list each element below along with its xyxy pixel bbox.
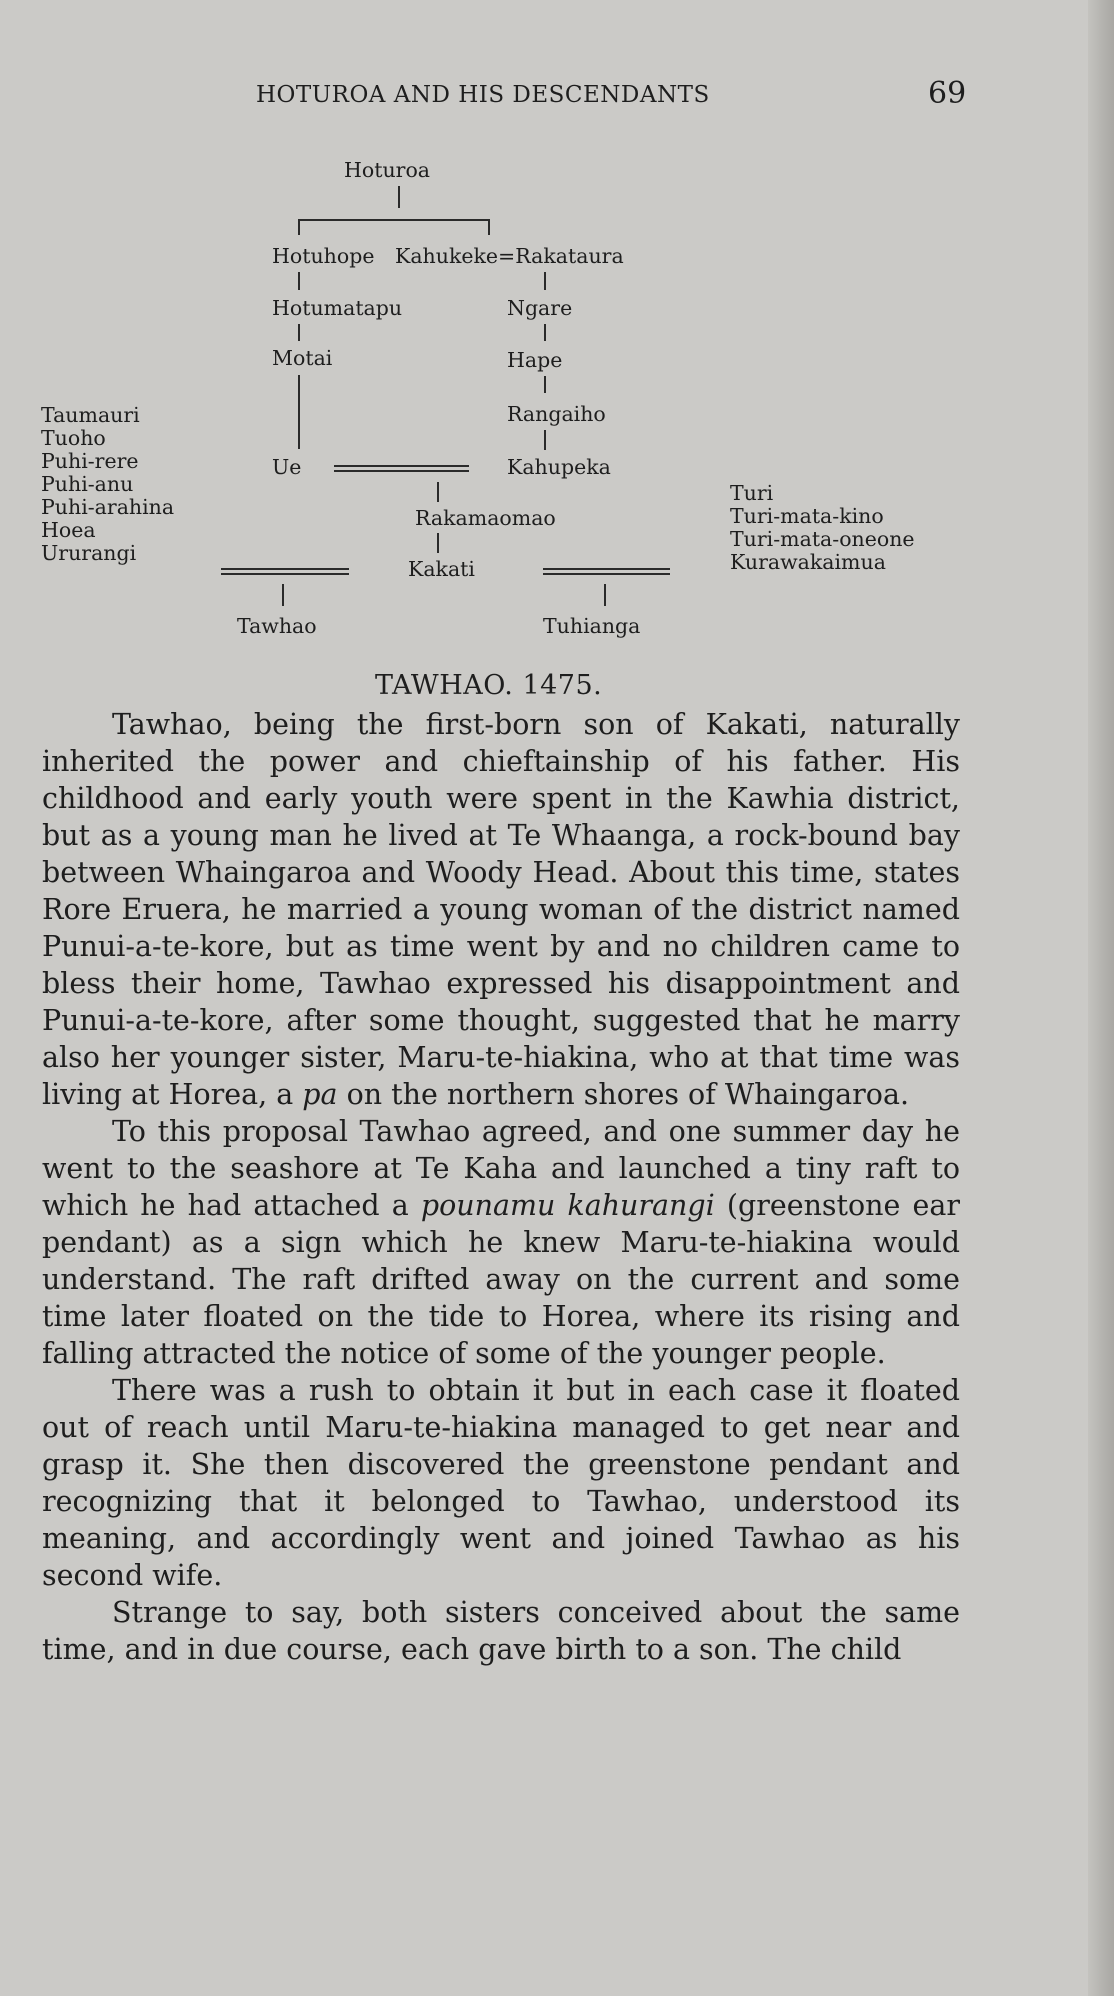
tree-node-tuhianga: Tuhianga [543,614,641,638]
paragraph-text: To this proposal Tawhao agreed, and one summer day he went to the seashore at Te Kaha and launched a tiny raft to which he had attached a [42,1115,960,1222]
tree-node-left-line-7: Ururangi [41,541,137,565]
marriage-symbol [221,568,349,575]
tree-node-hotuhope: Hotuhope [272,244,375,268]
tree-line [544,376,546,393]
italic-term: pounamu kahurangi [420,1189,715,1222]
paragraph-text: There was a rush to obtain it but in each case it floated out of reach until Maru-te-hiakina managed to get near and grasp it. She then discovered the greenstone pendant and recognizing that it belonged to Tawhao, understood its meaning, and accordingly went and joined Tawhao as his second wife. [42,1374,960,1592]
section-heading: TAWHAO. 1475. [375,670,603,701]
tree-node-right-line-1: Turi [730,481,774,505]
tree-line [604,584,606,606]
tree-line [282,584,284,606]
tree-node-rangaiho: Rangaiho [507,402,606,426]
tree-line [298,272,300,290]
tree-node-kahukeke-rakataura: Kahukeke=Rakataura [395,244,624,268]
tree-node-hape: Hape [507,348,563,372]
tree-node-left-line-2: Tuoho [41,426,106,450]
tree-line [437,533,439,553]
tree-node-hoturoa: Hoturoa [344,158,431,182]
tree-line [298,375,300,449]
body-text [42,706,960,1668]
tree-node-ngare: Ngare [507,296,573,320]
tree-line [298,219,300,235]
tree-line [544,430,546,450]
paragraph-text: Tawhao, being the first-born son of Kakati, naturally inherited the power and chieftainship of his father. His childhood and early youth were spent in the Kawhia district, but as a young man he lived at Te Whaanga, a rock-bound bay between Whaingaroa and Woody Head. About this time, states Rore Eruera, he married a young woman of the district named Punui-a-te-kore, but as time went by and no children came to bless their home, Tawhao expressed his disappointment and Punui-a-te-kore, after some thought, suggested that he marry also her younger sister, Maru-te-hiakina, who at that time was living at Horea, a [42,708,960,1111]
tree-node-left-line-4: Puhi-anu [41,472,134,496]
paragraph [42,1594,960,1668]
tree-node-right-line-4: Kurawakaimua [730,550,886,574]
tree-node-kahupeka: Kahupeka [507,455,611,479]
tree-node-left-line-5: Puhi-arahina [41,495,175,519]
tree-line [437,482,439,502]
tree-node-left-line-6: Hoea [41,518,96,542]
running-title: HOTUROA AND HIS DESCENDANTS [256,82,710,108]
tree-node-hotumatapu: Hotumatapu [272,296,403,320]
marriage-symbol [334,465,469,472]
tree-node-tawhao: Tawhao [237,614,317,638]
tree-line [398,186,400,208]
tree-line [488,219,490,235]
tree-node-right-line-3: Turi-mata-oneone [730,527,915,551]
tree-line [298,219,490,221]
tree-node-motai: Motai [272,346,333,370]
page-number: 69 [928,76,967,111]
tree-node-left-line-1: Taumauri [41,403,140,427]
tree-node-left-line-3: Puhi-rere [41,449,139,473]
paragraph-text: (greenstone ear pendant) as a sign which he knew Maru-te-hiakina would understand. The raft drifted away on the current and some time later floated on the tide to Horea, where its rising and falling attracted the notice of some of the younger people. [42,1189,960,1370]
paragraph [42,1372,960,1594]
tree-node-ue: Ue [272,455,302,479]
tree-node-kakati: Kakati [408,557,475,581]
marriage-symbol [543,568,670,575]
paragraph [42,706,960,1113]
italic-term: pa [302,1078,338,1111]
paragraph-text: on the northern shores of Whaingaroa. [337,1078,910,1111]
paragraph-text: Strange to say, both sisters conceived about the same time, and in due course, each gave birth to a son. The child [42,1596,960,1666]
tree-node-right-line-2: Turi-mata-kino [730,504,884,528]
tree-node-rakamaomao: Rakamaomao [415,506,556,530]
paragraph [42,1113,960,1372]
tree-line [544,324,546,341]
genealogy-tree [0,0,1114,650]
tree-line [544,272,546,290]
tree-line [298,324,300,341]
